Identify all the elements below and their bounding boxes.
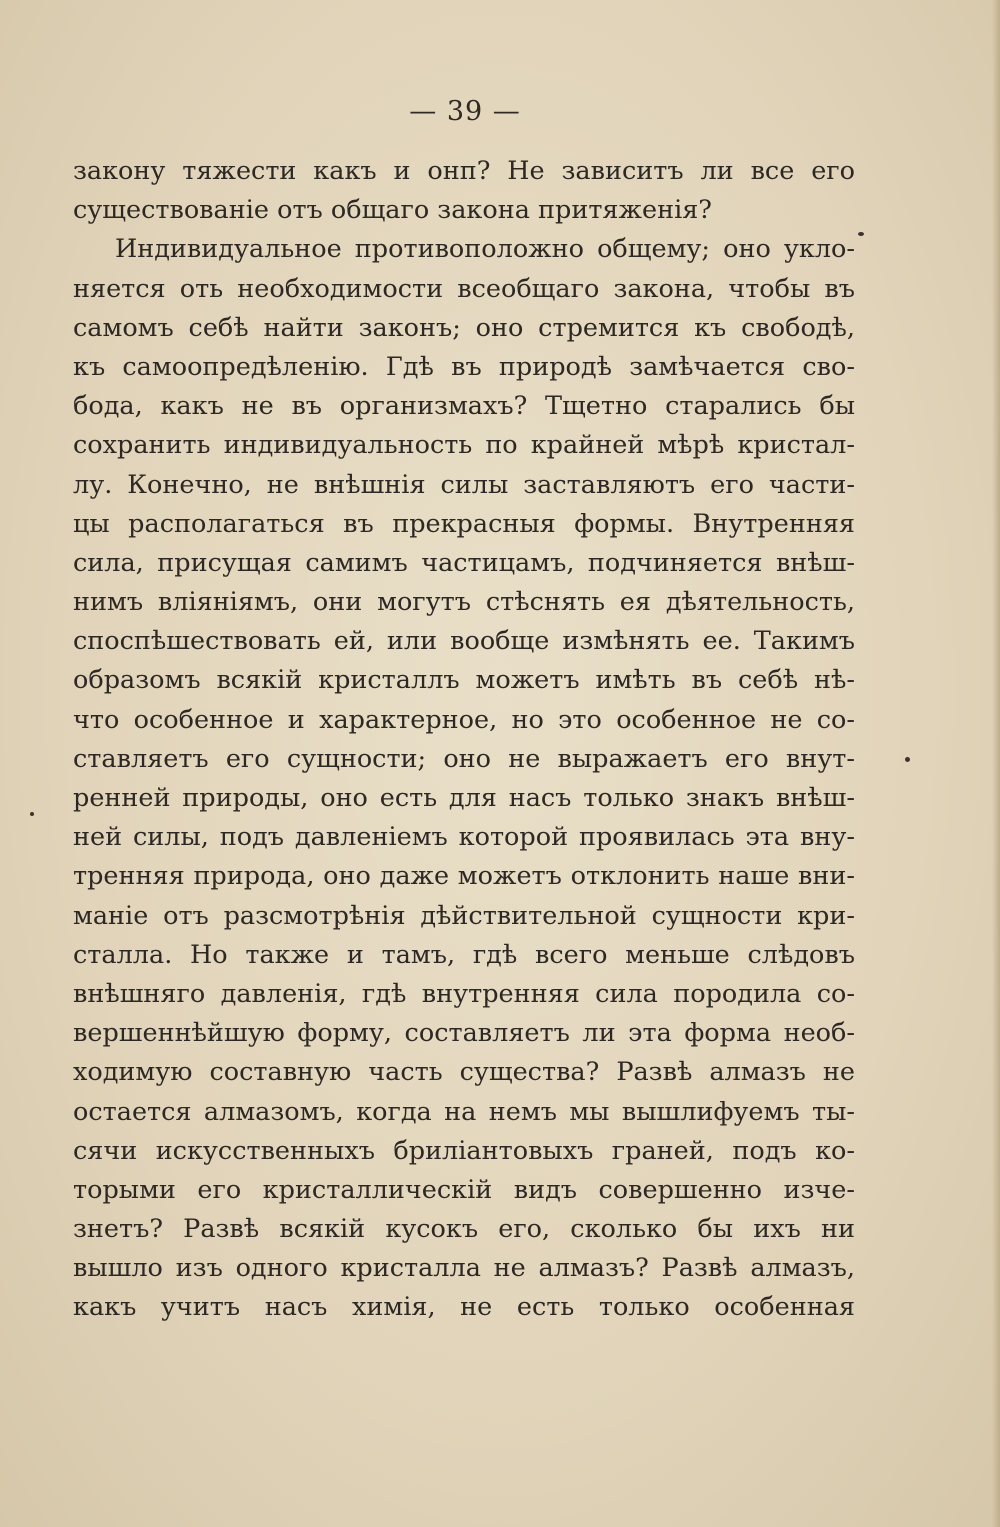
body-text <box>73 152 855 1328</box>
text-line: сохранить индивидуальность по крайней мѣрѣ кристал- <box>73 430 855 461</box>
page-number: — 39 — <box>409 96 521 127</box>
text-line: тренняя природа, оно даже можетъ отклонить наше вни- <box>73 861 855 892</box>
text-line: лу. Конечно, не внѣшнія силы заставляютъ его части- <box>73 469 855 500</box>
text-line: самомъ себѣ найти законъ; оно стремится къ свободѣ, <box>73 312 855 343</box>
text-line: знетъ? Развѣ всякій кусокъ его, сколько бы ихъ ни <box>73 1214 855 1245</box>
text-line: Индивидуальное противоположно общему; оно укло- <box>115 234 855 265</box>
text-line: внѣшняго давленія, гдѣ внутренняя сила породила со- <box>73 978 855 1009</box>
ink-speck <box>30 812 34 816</box>
text-line: образомъ всякій кристаллъ можетъ имѣть въ себѣ нѣ- <box>73 665 855 696</box>
text-line: существованіе отъ общаго закона притяженія? <box>73 195 712 226</box>
text-line: нимъ вліяніямъ, они могутъ стѣснять ея дѣятельность, <box>73 587 855 618</box>
text-line: няется оть необходимости всеобщаго закона, чтобы въ <box>73 273 855 304</box>
text-line: ренней природы, оно есть для насъ только знакъ внѣш- <box>73 783 855 813</box>
text-line: торыми его кристаллическій видъ совершенно изче- <box>73 1174 855 1205</box>
text-line: маніе отъ разсмотрѣнія дѣйствительной сущности кри- <box>73 900 855 931</box>
ink-speck <box>858 232 864 236</box>
ink-speck <box>905 757 910 762</box>
text-line: бода, какъ не въ организмахъ? Тщетно старались бы <box>73 391 855 422</box>
text-line: закону тяжести какъ и онп? Не зависитъ ли все его <box>73 156 855 186</box>
text-line: сталла. Но также и тамъ, гдѣ всего меньше слѣдовъ <box>73 939 855 970</box>
text-line: ней силы, подъ давленіемъ которой проявилась эта вну- <box>73 822 855 853</box>
text-line: ходимую составную часть существа? Развѣ алмазъ не <box>73 1057 855 1088</box>
text-line: сила, присущая самимъ частицамъ, подчиняется внѣш- <box>73 547 855 578</box>
text-line: къ самоопредѣленію. Гдѣ въ природѣ замѣчается сво- <box>73 351 855 382</box>
text-line: цы располагаться въ прекрасныя формы. Внутренняя <box>73 508 855 539</box>
text-line: какъ учитъ насъ химія, не есть только особенная <box>73 1292 855 1323</box>
text-line: ставляетъ его сущности; оно не выражаетъ его внут- <box>73 743 855 774</box>
text-line: вышло изъ одного кристалла не алмазъ? Развѣ алмазъ, <box>73 1253 855 1284</box>
text-line: вершеннѣйшую форму, составляетъ ли эта форма необ- <box>73 1018 855 1049</box>
page-edge-shadow <box>992 0 1000 1527</box>
text-line: сячи искусственныхъ бриліантовыхъ граней, подъ ко- <box>73 1135 855 1166</box>
text-line: что особенное и характерное, но это особенное не со- <box>73 704 855 735</box>
text-line: споспѣшествовать ей, или вообще измѣнять ее. Такимъ <box>73 626 855 657</box>
text-line: остается алмазомъ, когда на немъ мы вышлифуемъ ты- <box>73 1096 855 1127</box>
